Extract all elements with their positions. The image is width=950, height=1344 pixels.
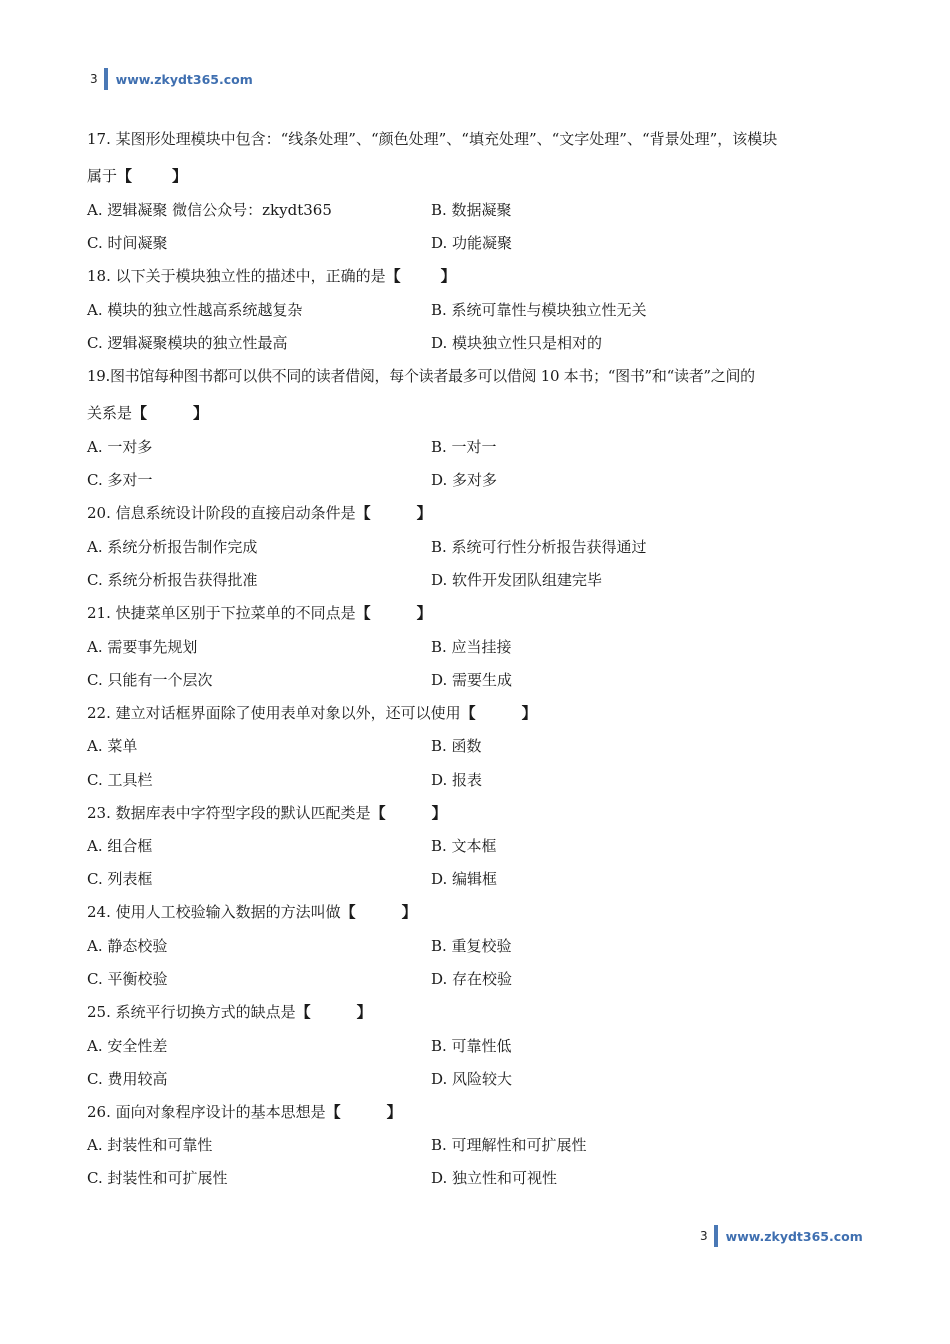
- question-26-stem: 26. 面向对象程序设计的基本思想是【 】: [87, 1103, 402, 1121]
- question-24-stem: 24. 使用人工校验输入数据的方法叫做【 】: [87, 903, 417, 921]
- question-24-options-row1: [87, 936, 887, 956]
- option-b: B. 文本框: [431, 837, 497, 855]
- question-20-options-row1: [87, 537, 887, 557]
- question-18-options-row2: [87, 333, 887, 353]
- question-25-options-row2: [87, 1069, 887, 1089]
- option-d: D. 报表: [431, 771, 483, 789]
- question-26-options-row1: [87, 1135, 887, 1155]
- question-23-options-row2: [87, 869, 887, 889]
- option-b: B. 可理解性和可扩展性: [431, 1136, 587, 1154]
- footer-accent-bar: [714, 1225, 718, 1247]
- option-a: A. 逻辑凝聚 微信公众号：zkydt365: [87, 201, 332, 219]
- question-19-stem-line1: 19.图书馆每种图书都可以供不同的读者借阅，每个读者最多可以借阅 10 本书；“图书”和“读者”之间的: [87, 367, 755, 385]
- option-c: C. 平衡校验: [87, 970, 168, 988]
- option-a: A. 一对多: [87, 438, 153, 456]
- question-25-stem: 25. 系统平行切换方式的缺点是【 】: [87, 1003, 372, 1021]
- question-19-stem-line2: 关系是【 】: [87, 404, 209, 422]
- option-c: C. 只能有一个层次: [87, 671, 213, 689]
- option-a: A. 封装性和可靠性: [87, 1136, 213, 1154]
- option-d: D. 多对多: [431, 471, 498, 489]
- option-d: D. 存在校验: [431, 970, 513, 988]
- option-a: A. 模块的独立性越高系统越复杂: [87, 301, 303, 319]
- header-page-number: 3: [90, 72, 98, 86]
- question-23-options-row1: [87, 836, 887, 856]
- page-header: [90, 68, 253, 90]
- option-b: B. 系统可靠性与模块独立性无关: [431, 301, 647, 319]
- option-a: A. 需要事先规划: [87, 638, 198, 656]
- option-c: C. 多对一: [87, 471, 153, 489]
- option-b: B. 重复校验: [431, 937, 512, 955]
- question-17-stem-line1: 17. 某图形处理模块中包含：“线条处理”、“颜色处理”、“填充处理”、“文字处理”、“背景处理”，该模块: [87, 130, 778, 148]
- option-d: D. 需要生成: [431, 671, 513, 689]
- option-b: B. 可靠性低: [431, 1037, 512, 1055]
- question-19-options-row2: [87, 470, 887, 490]
- question-17-stem-line2: 属于【 】: [87, 167, 188, 185]
- question-22-options-row1: [87, 736, 887, 756]
- option-d: D. 独立性和可视性: [431, 1169, 558, 1187]
- option-a: A. 组合框: [87, 837, 153, 855]
- question-21-stem: 21. 快捷菜单区别于下拉菜单的不同点是【 】: [87, 604, 432, 622]
- question-21-options-row2: [87, 670, 887, 690]
- option-c: C. 时间凝聚: [87, 234, 168, 252]
- header-url: www.zkydt365.com: [115, 71, 253, 87]
- option-c: C. 系统分析报告获得批准: [87, 571, 258, 589]
- option-b: B. 数据凝聚: [431, 201, 512, 219]
- question-18-stem: 18. 以下关于模块独立性的描述中，正确的是【 】: [87, 267, 456, 285]
- header-accent-bar: [104, 68, 108, 90]
- option-a: A. 静态校验: [87, 937, 168, 955]
- footer-url: www.zkydt365.com: [725, 1228, 863, 1244]
- question-19-options-row1: [87, 437, 887, 457]
- question-22-stem: 22. 建立对话框界面除了使用表单对象以外，还可以使用【 】: [87, 704, 537, 722]
- question-22-options-row2: [87, 770, 887, 790]
- option-b: B. 应当挂接: [431, 638, 512, 656]
- question-24-options-row2: [87, 969, 887, 989]
- option-d: D. 软件开发团队组建完毕: [431, 571, 603, 589]
- option-b: B. 一对一: [431, 438, 497, 456]
- option-a: A. 菜单: [87, 737, 138, 755]
- option-c: C. 逻辑凝聚模块的独立性最高: [87, 334, 288, 352]
- question-25-options-row1: [87, 1036, 887, 1056]
- option-c: C. 封装性和可扩展性: [87, 1169, 228, 1187]
- option-c: C. 费用较高: [87, 1070, 168, 1088]
- option-d: D. 模块独立性只是相对的: [431, 334, 603, 352]
- question-23-stem: 23. 数据库表中字符型字段的默认匹配类是【 】: [87, 804, 447, 822]
- option-c: C. 工具栏: [87, 771, 153, 789]
- option-d: D. 功能凝聚: [431, 234, 513, 252]
- option-b: B. 函数: [431, 737, 482, 755]
- option-a: A. 系统分析报告制作完成: [87, 538, 258, 556]
- option-d: D. 风险较大: [431, 1070, 513, 1088]
- question-20-options-row2: [87, 570, 887, 590]
- question-21-options-row1: [87, 637, 887, 657]
- question-26-options-row2: [87, 1168, 887, 1188]
- option-c: C. 列表框: [87, 870, 153, 888]
- question-17-options-row1: [87, 200, 887, 220]
- option-a: A. 安全性差: [87, 1037, 168, 1055]
- option-b: B. 系统可行性分析报告获得通过: [431, 538, 647, 556]
- question-17-options-row2: [87, 233, 887, 253]
- option-d: D. 编辑框: [431, 870, 498, 888]
- question-20-stem: 20. 信息系统设计阶段的直接启动条件是【 】: [87, 504, 432, 522]
- page-footer: [700, 1225, 863, 1247]
- footer-page-number: 3: [700, 1229, 708, 1243]
- question-18-options-row1: [87, 300, 887, 320]
